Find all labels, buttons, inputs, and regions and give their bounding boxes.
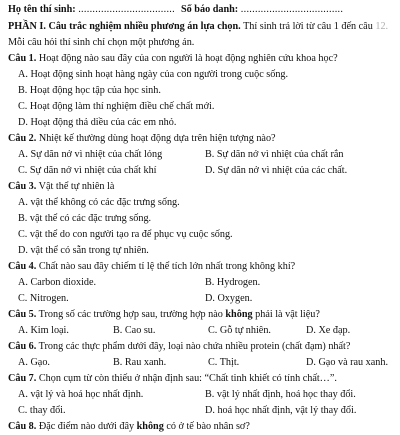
options-row	[8, 387, 392, 403]
options-row	[8, 323, 392, 339]
part1-instruction-num: 12.	[375, 21, 389, 32]
name-label: Họ tên thí sinh:	[8, 4, 76, 15]
part1-heading	[8, 19, 392, 35]
question-number: Câu 5.	[8, 309, 37, 320]
question-text-end: phải là vật liệu?	[252, 309, 320, 320]
option-a: A. Kim loại.	[18, 325, 69, 336]
option-b: B. Sự dãn nở vì nhiệt của chất rắn	[205, 149, 344, 160]
question-text: Trong số các trường hợp sau, trường hợp nào	[36, 309, 226, 320]
question-2	[8, 131, 392, 147]
option-b: B. Rau xanh.	[113, 357, 167, 368]
options-row	[8, 403, 392, 419]
option-d: D. Oxygen.	[205, 293, 253, 304]
question-number: Câu 3.	[8, 181, 37, 192]
question-text: Chất nào sau đây chiếm tỉ lệ thể tích lớn nhất trong không khí?	[36, 261, 296, 272]
option-b: B. Cao su.	[113, 325, 156, 336]
option-c: C. Gỗ tự nhiên.	[208, 325, 271, 336]
option-a: A. Gạo.	[18, 357, 50, 368]
option-b: B. Hoạt động học tập của học sinh.	[18, 85, 161, 96]
question-6	[8, 339, 392, 355]
option-a: A. Carbon dioxide.	[18, 277, 97, 288]
option-a: A. Hoạt động sinh hoạt hàng ngày của con người trong cuộc sống.	[18, 69, 289, 80]
question-number: Câu 4.	[8, 261, 37, 272]
option-d: D. Sự dãn nở vì nhiệt của các chất.	[205, 165, 348, 176]
options-row	[8, 275, 392, 291]
id-field: ....................................	[240, 4, 344, 15]
question-8	[8, 419, 392, 432]
option-d: D. vật thể có sẵn trong tự nhiên.	[18, 245, 149, 256]
option-d: D. Gạo và rau xanh.	[306, 357, 389, 368]
option-b: B. vật lý nhất định, hoá học thay đổi.	[205, 389, 356, 400]
question-number: Câu 2.	[8, 133, 37, 144]
question-5	[8, 307, 392, 323]
options-row	[8, 147, 392, 163]
options-row	[8, 355, 392, 371]
option-a: A. Sự dãn nở vì nhiệt của chất lỏng	[18, 149, 163, 160]
question-number: Câu 6.	[8, 341, 37, 352]
option-a: A. vật lý và hoá học nhất định.	[18, 389, 144, 400]
question-7	[8, 371, 392, 387]
question-number: Câu 7.	[8, 373, 37, 384]
option-d: D. hoá học nhất định, vật lý thay đổi.	[205, 405, 357, 416]
question-text-end: có ở tế bào nhân sơ?	[163, 421, 250, 432]
part1-title: PHẦN I. Câu trắc nghiệm nhiều phương án lựa chọn.	[8, 21, 241, 32]
part1-instruction2: Mỗi câu hỏi thí sinh chỉ chọn một phương án.	[8, 37, 195, 48]
question-text: Nhiệt kế thường dùng hoạt động dựa trên hiện tượng nào?	[36, 133, 276, 144]
option-b: B. vật thể có các đặc trưng sống.	[18, 213, 152, 224]
question-emphasis: không	[136, 421, 164, 432]
question-text: Đặc điểm nào dưới đây	[36, 421, 137, 432]
option-a: A. vật thể không có các đặc trưng sống.	[18, 197, 180, 208]
question-text: Hoạt động nào sau đây của con người là hoạt động nghiên cứu khoa học?	[36, 53, 338, 64]
question-4	[8, 259, 392, 275]
option-c: C. Thịt.	[208, 357, 240, 368]
options-row	[8, 291, 392, 307]
option-c: C. thay đổi.	[18, 405, 66, 416]
part1-instruction: Thí sinh trả lời từ câu 1 đến câu	[240, 21, 376, 32]
options-row	[8, 163, 392, 179]
question-1	[8, 51, 392, 67]
question-number: Câu 1.	[8, 53, 37, 64]
candidate-header	[8, 2, 392, 19]
id-label: Số báo danh:	[181, 4, 239, 15]
name-field: ..................................	[78, 4, 175, 15]
question-number: Câu 8.	[8, 421, 37, 432]
option-d: D. Hoạt động thả diều của các em nhỏ.	[18, 117, 177, 128]
question-text: Trong các thực phẩm dưới đây, loại nào chứa nhiều protein (chất đạm) nhất?	[36, 341, 351, 352]
question-emphasis: không	[225, 309, 253, 320]
option-c: C. Nitrogen.	[18, 293, 69, 304]
option-c: C. Sự dãn nở vì nhiệt của chất khí	[18, 165, 157, 176]
question-text: Chọn cụm từ còn thiếu ở nhận định sau: “Chất tinh khiết có tính chất…”.	[36, 373, 337, 384]
question-text: Vật thể tự nhiên là	[36, 181, 115, 192]
option-c: C. vật thể do con người tạo ra để phục vụ cuộc sống.	[18, 229, 233, 240]
option-d: D. Xe đạp.	[306, 325, 351, 336]
option-b: B. Hydrogen.	[205, 277, 261, 288]
question-3	[8, 179, 392, 195]
option-c: C. Hoạt động làm thí nghiệm điều chế chất mới.	[18, 101, 215, 112]
